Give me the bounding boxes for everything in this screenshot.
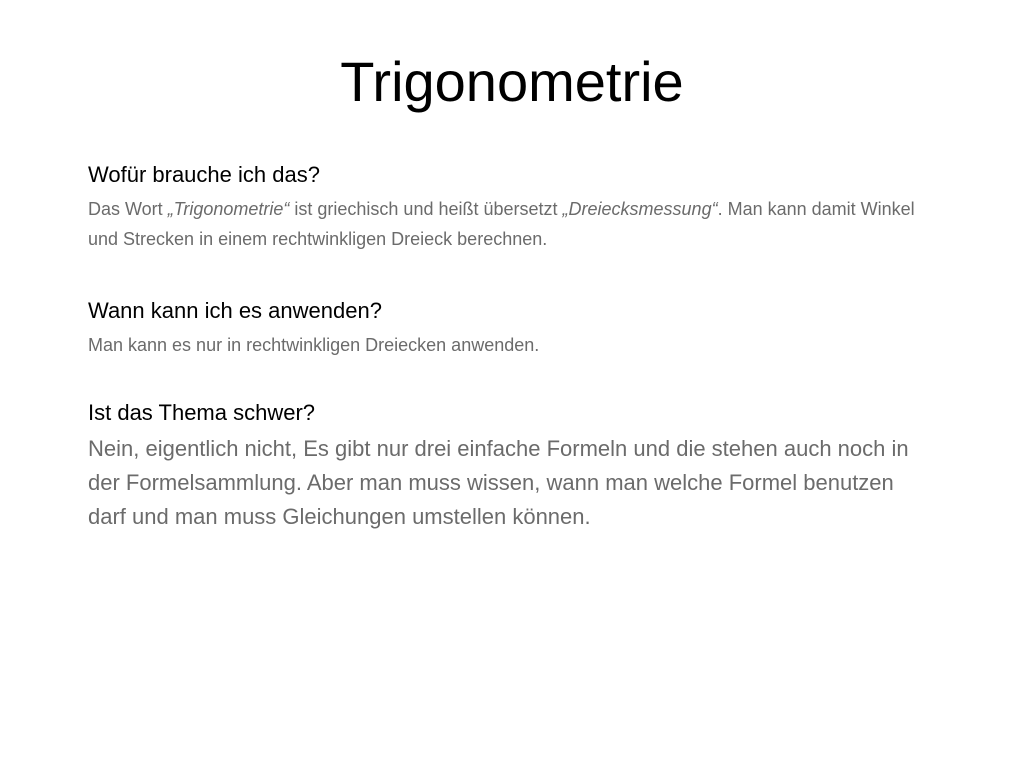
text-part: . Man kann damit Winkel und Strecken in einem rechtwinkligen Dreieck berechnen.	[88, 199, 915, 249]
section-heading-difficulty: Ist das Thema schwer?	[88, 400, 316, 425]
spacer	[88, 360, 928, 398]
text-part: ist griechisch und heißt übersetzt	[289, 199, 563, 219]
section-heading-application: Wann kann ich es anwenden?	[88, 298, 382, 323]
spacer	[88, 254, 928, 296]
text-part: Das Wort	[88, 199, 168, 219]
section-text-purpose	[88, 194, 928, 254]
section-text-difficulty: Nein, eigentlich nicht, Es gibt nur drei einfache Formeln und die stehen auch noch in der Formelsammlung. Aber man muss wissen, wann man welche Formel benutzen darf und man muss Gleichungen umstellen können.	[88, 436, 909, 529]
slide-content	[88, 160, 928, 534]
section-text-application: Man kann es nur in rechtwinkligen Dreiecken anwenden.	[88, 335, 540, 355]
term-trigonometrie: „Trigonometrie“	[167, 199, 290, 219]
section-heading-purpose: Wofür brauche ich das?	[88, 162, 320, 187]
slide-title: Trigonometrie	[340, 50, 684, 113]
term-dreiecksmessung: „Dreiecksmessung“	[562, 199, 718, 219]
